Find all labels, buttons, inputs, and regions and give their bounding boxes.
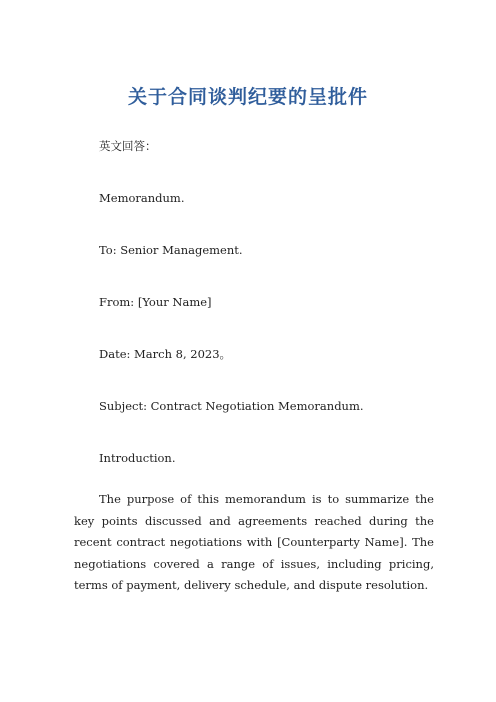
from-line: From: [Your Name]: [99, 295, 212, 309]
intro-paragraph: The purpose of this memorandum is to summarize the key points discussed and agreements reached during the recent contract negotiations with [Counterparty Name]. The negotiations covered a range of issues, including pricing, terms of payment, delivery schedule, and dispute resolution.: [74, 492, 434, 593]
date-line: Date: March 8, 2023。: [99, 347, 232, 361]
to-line: To: Senior Management.: [99, 243, 243, 257]
document-title: 关于合同谈判纪要的呈批件: [127, 86, 368, 108]
intro-heading: Introduction.: [99, 451, 176, 465]
subject-line: Subject: Contract Negotiation Memorandum.: [99, 399, 364, 413]
section-label: 英文回答：: [99, 139, 157, 153]
memo-heading: Memorandum.: [99, 191, 185, 205]
